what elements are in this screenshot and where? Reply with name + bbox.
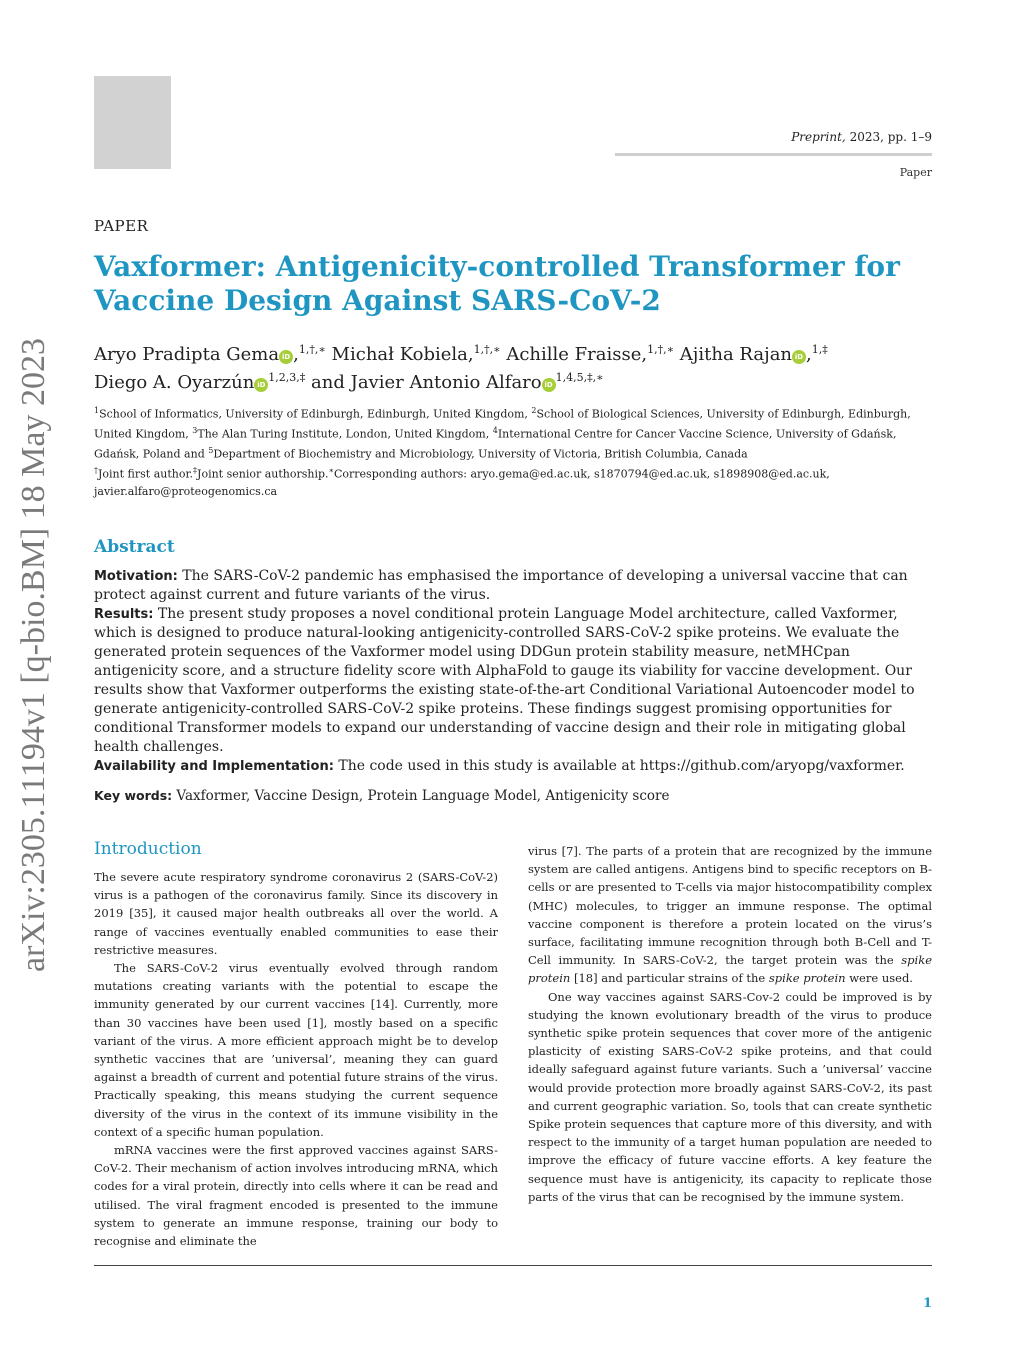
- orcid-icon[interactable]: iD: [254, 378, 268, 392]
- left-column: [94, 868, 498, 1250]
- author-name: Achille Fraisse,: [506, 344, 648, 365]
- author-superscript: 1,4,5,‡,∗: [555, 371, 604, 384]
- affiliation: School of Informatics, University of Edinburgh, Edinburgh, United Kingdom,: [99, 407, 532, 421]
- paragraph: The SARS-CoV-2 virus eventually evolved through random mutations creating variants with the potential to escape the immunity generated by our current vaccines [14]. Currently, more than 30 vaccines have been used [1], mostly based on a specific variant of the virus. A more efficient approach might be to develop synthetic vaccines that are ’universal’, meaning they can guard against a breadth of current and potential future strains of the virus. Practically speaking, this means studying the current sequence diversity of the virus in the context of its immune visibility in the context of a specific human population.: [94, 961, 498, 1139]
- author-superscript: 1,2,3,‡: [268, 371, 306, 384]
- note: Joint senior authorship.: [197, 468, 329, 482]
- affiliation: International Centre for Cancer Vaccine Science, University of Gdańsk, Gdańsk, Poland and: [94, 427, 897, 461]
- text-run: were used.: [845, 971, 913, 986]
- author-name: Michał Kobiela,: [331, 344, 474, 365]
- motivation-text: The SARS-CoV-2 pandemic has emphasised the importance of developing a universal vaccine that can protect against current and future variants of the virus.: [94, 568, 908, 603]
- corresponding-emails[interactable]: Corresponding authors: aryo.gema@ed.ac.uk, s1870794@ed.ac.uk, s1898908@ed.ac.uk, javier.alfaro@proteogenomics.ca: [94, 468, 830, 498]
- author-name: Diego A. Oyarzún: [94, 372, 255, 393]
- keywords: [94, 788, 932, 804]
- orcid-icon[interactable]: iD: [542, 378, 556, 392]
- abstract-results: [94, 605, 932, 757]
- abstract-body: [94, 567, 932, 776]
- affiliation: The Alan Turing Institute, London, United Kingdom,: [197, 427, 493, 441]
- affiliation: School of Biological Sciences, University of Edinburgh, Edinburgh, United Kingdom,: [94, 407, 911, 441]
- note: Joint first author.: [98, 468, 194, 482]
- abstract-heading: Abstract: [94, 537, 175, 557]
- availability-text[interactable]: The code used in this study is available at https://github.com/aryopg/vaxformer.: [333, 758, 905, 774]
- abstract-motivation: [94, 567, 932, 605]
- emphasis: spike protein: [768, 971, 846, 986]
- results-text: The present study proposes a novel conditional protein Language Model architecture, called Vaxformer, which is designed to produce natural-looking antigenicity-controlled SARS-CoV-2 spike proteins. We evaluate the generated protein sequences of the Vaxformer model using DDGun protein stability measure, netMHCpan antigenicity score, and a structure fidelity score with AlphaFold to gauge its viability for vaccine development. Our results show that Vaxformer outperforms the existing state-of-the-art Conditional Variational Autoencoder model to generate antigenicity-controlled SARS-CoV-2 spike proteins. These findings suggest promising opportunities for conditional Transformer models to expand our understanding of vaccine design and their role in mitigating global health challenges.: [94, 606, 915, 755]
- journal-name: Preprint,: [791, 130, 846, 144]
- header-citation: [791, 130, 932, 144]
- paragraph: The severe acute respiratory syndrome coronavirus 2 (SARS-CoV-2) virus is a pathogen of the coronavirus family. Since its discovery in 2019 [35], it caused major health outbreaks all over the world. A range of vaccines eventually enabled communities to ease their restrictive measures.: [94, 870, 498, 957]
- orcid-icon[interactable]: iD: [792, 350, 806, 364]
- abstract-availability: [94, 757, 932, 776]
- author-superscript: 1,†,∗: [298, 343, 326, 356]
- author-name: and Javier Antonio Alfaro: [311, 372, 542, 393]
- note-mark: ‡: [193, 466, 198, 476]
- text-run: virus [7]. The parts of a protein that are recognized by the immune system are called antigens. Antigens bind to specific receptors on B-cells or are presented to T-cells via major histocompatibility complex (MHC) molecules, to trigger an immune response. The optimal vaccine component is therefore a protein located on the virus’s surface, facilitating immune recognition through both B-Cell and T-Cell immunity. In SARS-CoV-2, the target protein was the: [528, 844, 932, 968]
- author-superscript: 1,†,∗: [647, 343, 675, 356]
- keywords-text: Vaxformer, Vaccine Design, Protein Language Model, Antigenicity score: [172, 788, 670, 804]
- affil-mark: 2: [531, 406, 537, 415]
- author-superscript: 1,†,∗: [473, 343, 501, 356]
- note-mark: †: [94, 466, 98, 476]
- affil-mark: 1: [94, 406, 100, 415]
- paragraph: [528, 842, 932, 988]
- journal-logo-placeholder: [94, 76, 171, 169]
- header-divider: [615, 153, 932, 156]
- affiliation-list: [94, 403, 932, 463]
- author-name: Ajitha Rajan: [679, 344, 793, 365]
- text-run: [18] and particular strains of the: [570, 971, 769, 986]
- footer-divider: [94, 1265, 932, 1266]
- page-number: 1: [922, 1296, 932, 1311]
- right-column: [528, 842, 932, 1206]
- author-superscript: 1,‡: [811, 343, 828, 356]
- author-name: Aryo Pradipta Gema: [94, 344, 280, 365]
- keywords-label: Key words:: [94, 788, 173, 803]
- year-pages: 2023, pp. 1–9: [849, 130, 932, 144]
- affiliation: Department of Biochemistry and Microbiology, University of Victoria, British Columbia, Canada: [213, 447, 748, 461]
- emphasis: spike protein: [528, 953, 932, 986]
- affiliations: [94, 403, 932, 500]
- section-kicker: PAPER: [94, 217, 149, 235]
- motivation-label: Motivation:: [94, 569, 178, 584]
- availability-label: Availability and Implementation:: [94, 759, 334, 774]
- paragraph: mRNA vaccines were the first approved vaccines against SARS-CoV-2. Their mechanism of action involves introducing mRNA, which codes for a viral protein, directly into cells where it can be read and utilised. The viral fragment encoded is presented to the immune system to generate an immune response, training our body to recognise and eliminate the: [94, 1143, 498, 1249]
- arxiv-identifier: arXiv:2305.11194v1 [q-bio.BM] 18 May 2023: [15, 338, 52, 972]
- paper-title: Vaxformer: Antigenicity-controlled Transformer for Vaccine Design Against SARS-CoV-2: [94, 250, 900, 317]
- results-label: Results:: [94, 607, 154, 622]
- article-type: Paper: [899, 166, 932, 179]
- note-mark: ∗: [328, 466, 334, 476]
- orcid-icon[interactable]: iD: [279, 350, 293, 364]
- author-list: Aryo Pradipta Gema iD ,$^{1,\dagger,∗}$ Michał Kobiela,$^{1,\dagger,∗}$ Achille Fraisse,$^{1,\dagger,∗}$ Ajitha Rajan iD ,$^{1,\ddagger}$ Diego A. Oyarzún $iD^{1,2,3,\ddagger}$ and Javier Antonio Alfaro $iD^{1,4,5,\ddagger,∗}$: [94, 343, 828, 393]
- paragraph: One way vaccines against SARS-Cov-2 could be improved is by studying the known evolutionary breadth of the virus to produce synthetic spike protein sequences that cover more of the antigenic plasticity of existing SARS-CoV-2 spike proteins, and that could ideally safeguard against future variants. Such a ’universal’ vaccine would provide protection more broadly against SARS-CoV-2, its past and current geographic variation. So, tools that can create synthetic Spike protein sequences that capture more of this diversity, and with respect to the immunity of a target human population are needed to improve the efficacy of future vaccine efforts. A key feature the sequence must have is antigenicity, its capacity to replicate those parts of the virus that can be recognised by the immune system.: [528, 989, 932, 1204]
- affil-mark: 4: [492, 426, 498, 436]
- affil-mark: 5: [208, 446, 214, 456]
- introduction-heading: Introduction: [94, 839, 202, 859]
- affil-mark: 3: [192, 426, 198, 436]
- author-notes: [94, 463, 932, 500]
